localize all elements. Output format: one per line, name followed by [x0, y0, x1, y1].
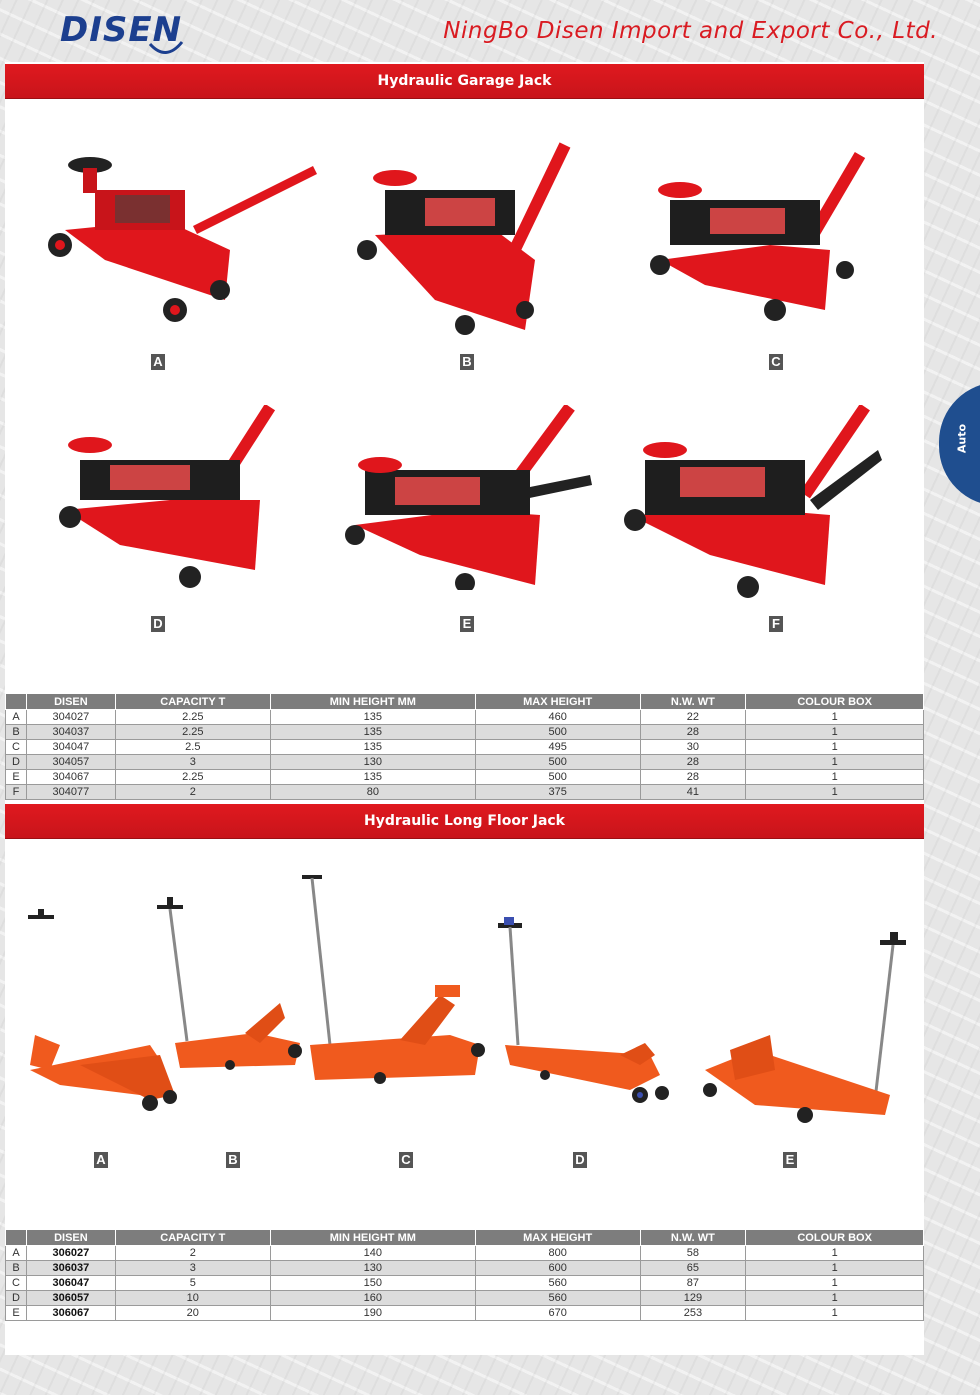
table-header-row — [6, 694, 924, 710]
garage-jack-label-b: B — [460, 354, 474, 370]
column-header: N.W. WT — [640, 1230, 746, 1246]
table-cell: 130 — [270, 1261, 475, 1276]
section-title-long-floor-jack: Hydraulic Long Floor Jack — [5, 804, 924, 839]
table-cell: 306057 — [27, 1291, 116, 1306]
table-cell: 135 — [270, 725, 475, 740]
table-cell: 129 — [640, 1291, 746, 1306]
table-cell: E — [6, 770, 27, 785]
table-row — [6, 785, 924, 800]
table-cell: 20 — [115, 1306, 270, 1321]
table-cell: 2 — [115, 1246, 270, 1261]
table-cell: 1 — [746, 1276, 924, 1291]
table-cell: 150 — [270, 1276, 475, 1291]
table-cell: A — [6, 1246, 27, 1261]
table-cell: 306067 — [27, 1306, 116, 1321]
column-header: DISEN — [27, 1230, 116, 1246]
disen-logo: DISEN — [60, 10, 183, 50]
table-cell: 2.5 — [115, 740, 270, 755]
table-cell: 1 — [746, 1291, 924, 1306]
table-cell: C — [6, 1276, 27, 1291]
column-header — [6, 1230, 27, 1246]
table-cell: 130 — [270, 755, 475, 770]
product-image-long-jack-d — [490, 915, 680, 1110]
table-cell: 10 — [115, 1291, 270, 1306]
table-cell: 135 — [270, 710, 475, 725]
table-cell: 28 — [640, 770, 746, 785]
table-cell: E — [6, 1306, 27, 1321]
table-cell: 160 — [270, 1291, 475, 1306]
company-name: NingBo Disen Import and Export Co., Ltd. — [443, 18, 938, 44]
product-image-garage-jack-d — [50, 405, 280, 590]
table-cell: 1 — [746, 1261, 924, 1276]
table-cell: D — [6, 1291, 27, 1306]
table-cell: 375 — [475, 785, 640, 800]
table-cell: 670 — [475, 1306, 640, 1321]
table-cell: 1 — [746, 725, 924, 740]
table-cell: 28 — [640, 725, 746, 740]
section-title-garage-jack: Hydraulic Garage Jack — [5, 64, 924, 99]
table-cell: 500 — [475, 770, 640, 785]
table-cell: C — [6, 740, 27, 755]
table-cell: 304047 — [27, 740, 116, 755]
table-row — [6, 1261, 924, 1276]
side-tab-label: Auto — [955, 423, 969, 454]
product-image-long-jack-e — [695, 930, 915, 1130]
table-cell: A — [6, 710, 27, 725]
long-jack-label-c: C — [399, 1152, 413, 1168]
product-image-long-jack-c — [300, 870, 490, 1085]
table-cell: 41 — [640, 785, 746, 800]
garage-jack-label-c: C — [769, 354, 783, 370]
column-header — [6, 694, 27, 710]
product-image-garage-jack-a — [45, 150, 320, 325]
table-row — [6, 725, 924, 740]
table-cell: 304067 — [27, 770, 116, 785]
table-cell: 140 — [270, 1246, 475, 1261]
table-cell: 30 — [640, 740, 746, 755]
table-cell: 1 — [746, 740, 924, 755]
table-cell: 2 — [115, 785, 270, 800]
column-header: COLOUR BOX — [746, 1230, 924, 1246]
table-row — [6, 1291, 924, 1306]
table-cell: 135 — [270, 740, 475, 755]
garage-jack-spec-table — [5, 693, 924, 800]
product-image-long-jack-b — [155, 893, 305, 1078]
table-cell: 2.25 — [115, 770, 270, 785]
product-image-garage-jack-e — [340, 405, 595, 590]
footer-pattern — [0, 1356, 980, 1395]
table-cell: 1 — [746, 785, 924, 800]
table-cell: 253 — [640, 1306, 746, 1321]
product-image-garage-jack-c — [645, 150, 870, 330]
table-cell: 5 — [115, 1276, 270, 1291]
garage-jack-label-d: D — [151, 616, 165, 632]
column-header: MIN HEIGHT MM — [270, 694, 475, 710]
table-cell: 1 — [746, 1306, 924, 1321]
table-cell: 80 — [270, 785, 475, 800]
table-cell: 22 — [640, 710, 746, 725]
long-jack-label-a: A — [94, 1152, 108, 1168]
table-cell: 87 — [640, 1276, 746, 1291]
column-header: COLOUR BOX — [746, 694, 924, 710]
garage-jack-label-f: F — [769, 616, 783, 632]
long-jack-label-b: B — [226, 1152, 240, 1168]
table-cell: 1 — [746, 770, 924, 785]
product-image-garage-jack-b — [355, 140, 595, 340]
table-row — [6, 740, 924, 755]
table-cell: 600 — [475, 1261, 640, 1276]
table-cell: 560 — [475, 1276, 640, 1291]
table-row — [6, 1246, 924, 1261]
table-cell: 306047 — [27, 1276, 116, 1291]
table-header-row — [6, 1230, 924, 1246]
table-cell: 460 — [475, 710, 640, 725]
column-header: CAPACITY T — [115, 1230, 270, 1246]
column-header: MIN HEIGHT MM — [270, 1230, 475, 1246]
table-row — [6, 755, 924, 770]
table-cell: B — [6, 1261, 27, 1276]
long-jack-label-d: D — [573, 1152, 587, 1168]
table-cell: 58 — [640, 1246, 746, 1261]
column-header: CAPACITY T — [115, 694, 270, 710]
logo-swoosh-icon — [148, 40, 184, 60]
column-header: MAX HEIGHT — [475, 1230, 640, 1246]
table-cell: 304027 — [27, 710, 116, 725]
table-cell: 304077 — [27, 785, 116, 800]
table-row — [6, 710, 924, 725]
table-row — [6, 770, 924, 785]
table-cell: B — [6, 725, 27, 740]
table-cell: 65 — [640, 1261, 746, 1276]
garage-jack-label-e: E — [460, 616, 474, 632]
table-cell: 500 — [475, 755, 640, 770]
table-cell: 28 — [640, 755, 746, 770]
column-header: DISEN — [27, 694, 116, 710]
column-header: N.W. WT — [640, 694, 746, 710]
product-image-garage-jack-f — [620, 405, 885, 600]
table-cell: 2.25 — [115, 710, 270, 725]
garage-jack-label-a: A — [151, 354, 165, 370]
table-cell: D — [6, 755, 27, 770]
table-cell: 304037 — [27, 725, 116, 740]
header — [0, 0, 980, 58]
table-cell: 1 — [746, 1246, 924, 1261]
table-cell: 2.25 — [115, 725, 270, 740]
table-cell: 3 — [115, 755, 270, 770]
table-cell: 190 — [270, 1306, 475, 1321]
table-cell: 800 — [475, 1246, 640, 1261]
table-cell: F — [6, 785, 27, 800]
table-row — [6, 1276, 924, 1291]
table-cell: 306037 — [27, 1261, 116, 1276]
table-cell: 500 — [475, 725, 640, 740]
table-cell: 560 — [475, 1291, 640, 1306]
table-cell: 135 — [270, 770, 475, 785]
long-jack-spec-table — [5, 1229, 924, 1321]
long-jack-label-e: E — [783, 1152, 797, 1168]
column-header: MAX HEIGHT — [475, 694, 640, 710]
table-cell: 495 — [475, 740, 640, 755]
table-cell: 306027 — [27, 1246, 116, 1261]
table-cell: 1 — [746, 755, 924, 770]
table-cell: 304057 — [27, 755, 116, 770]
table-cell: 1 — [746, 710, 924, 725]
table-row — [6, 1306, 924, 1321]
table-cell: 3 — [115, 1261, 270, 1276]
